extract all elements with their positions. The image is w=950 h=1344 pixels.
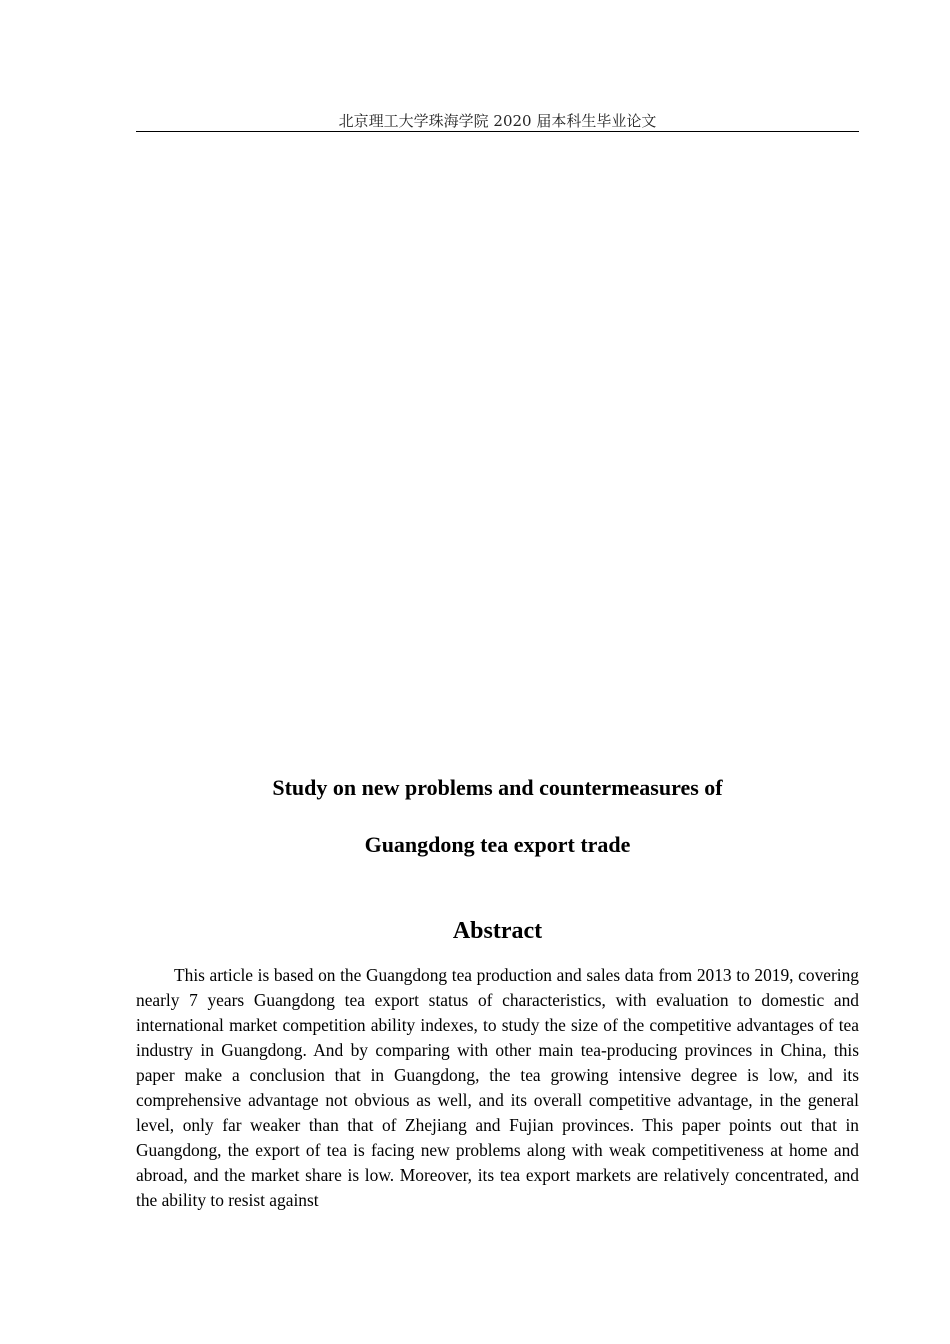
paper-title-line-1: Study on new problems and countermeasures of [272, 775, 723, 800]
header-rule [136, 131, 859, 132]
abstract-heading: Abstract [452, 918, 543, 944]
paper-title-line-2: Guangdong tea export trade [364, 832, 631, 857]
abstract-body: This article is based on the Guangdong tea production and sales data from 2013 to 2019, covering nearly 7 years Guangdong tea export status of characteristics, with evaluation to domestic and international market competition ability indexes, to study the size of the competitive advantages of tea industry in Guangdong. And by comparing with other main tea-producing provinces in China, this paper make a conclusion that in Guangdong, the tea growing intensive degree is low, and its comprehensive advantage not obvious as well, and its overall competitive advantage, in the general level, only far weaker than that of Zhejiang and Fujian provinces. This paper points out that in Guangdong, the export of tea is facing new problems along with weak competitiveness at home and abroad, and the market share is low. Moreover, its tea export markets are relatively concentrated, and the ability to resist against [136, 965, 859, 1210]
running-header: 北京理工大学珠海学院 2020 届本科生毕业论文 [338, 112, 657, 130]
